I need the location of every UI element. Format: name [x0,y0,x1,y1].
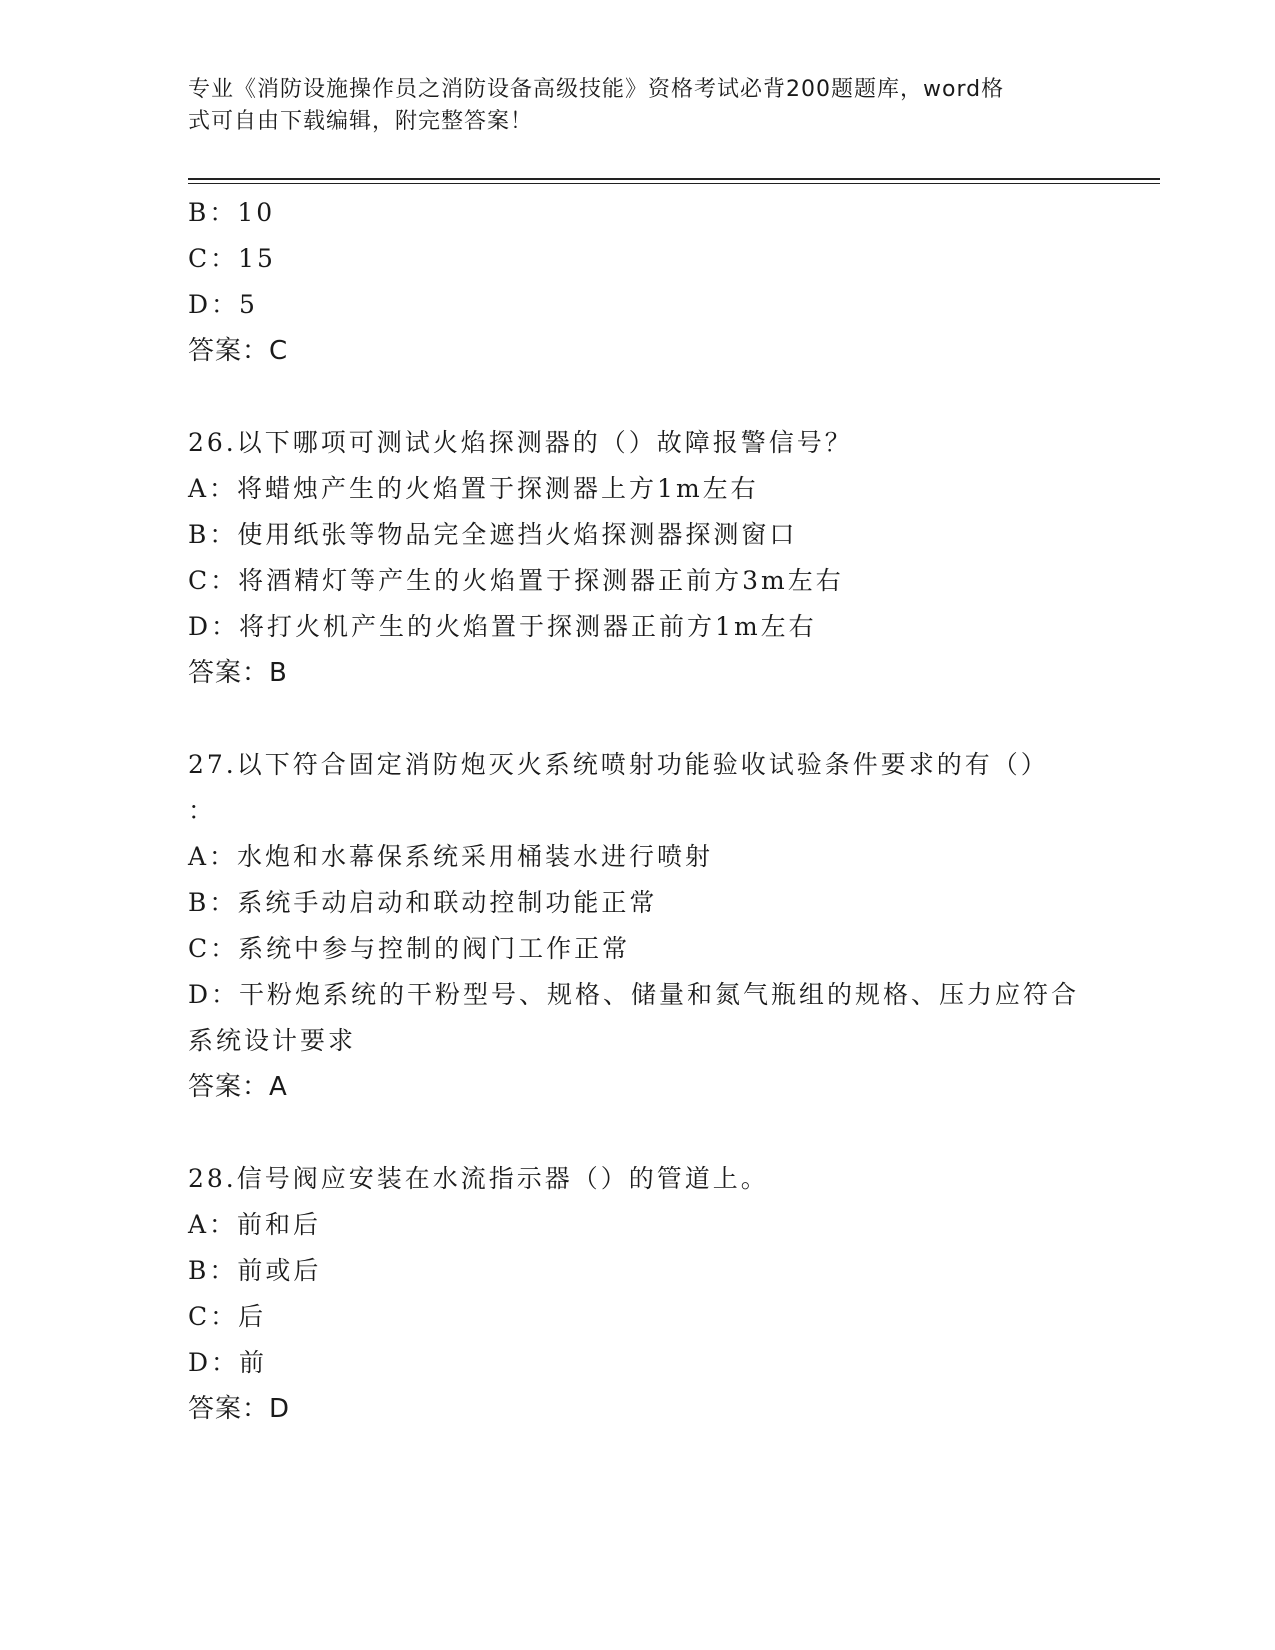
question-stem: 27.以下符合固定消防炮灭火系统喷射功能验收试验条件要求的有（） [188,750,1049,779]
question-stem: 28.信号阀应安装在水流指示器（）的管道上。 [188,1164,769,1193]
option-c: C：系统中参与控制的阀门工作正常 [188,934,631,963]
question-25-tail [188,190,1088,374]
question-28 [188,1156,1088,1432]
option-c: C：后 [188,1302,267,1331]
header-divider [188,178,1160,184]
option-b: B：10 [188,198,276,227]
answer-line: 答案：D [188,1394,291,1424]
option-d: D：前 [188,1348,268,1377]
document-header [188,74,1088,138]
option-a: A：前和后 [188,1210,322,1239]
option-c: C：将酒精灯等产生的火焰置于探测器正前方3m左右 [188,566,844,595]
option-d: D：将打火机产生的火焰置于探测器正前方1m左右 [188,612,817,641]
question-26 [188,420,1088,696]
option-b: B：使用纸张等物品完全遮挡火焰探测器探测窗口 [188,520,798,549]
header-line-1: 专业《消防设施操作员之消防设备高级技能》资格考试必背200题题库，word格 [188,77,1005,102]
option-b: B：前或后 [188,1256,322,1285]
question-stem: 26.以下哪项可测试火焰探测器的（）故障报警信号？ [188,428,853,457]
option-d: D：干粉炮系统的干粉型号、规格、储量和氮气瓶组的规格、压力应符合系统设计要求 [188,980,1080,1055]
option-a: A：将蜡烛产生的火焰置于探测器上方1m左右 [188,474,759,503]
header-line-2: 式可自由下载编辑，附完整答案！ [188,109,534,134]
option-b: B：系统手动启动和联动控制功能正常 [188,888,658,917]
option-d: D：5 [188,290,258,319]
question-list [188,190,1088,1432]
option-a: A：水炮和水幕保系统采用桶装水进行喷射 [188,842,714,871]
answer-line: 答案：B [188,658,288,688]
answer-line: 答案：A [188,1072,288,1102]
option-c: C：15 [188,244,276,273]
question-stem-continuation: ： [188,796,217,825]
answer-line: 答案：C [188,336,289,366]
question-27 [188,742,1088,1110]
